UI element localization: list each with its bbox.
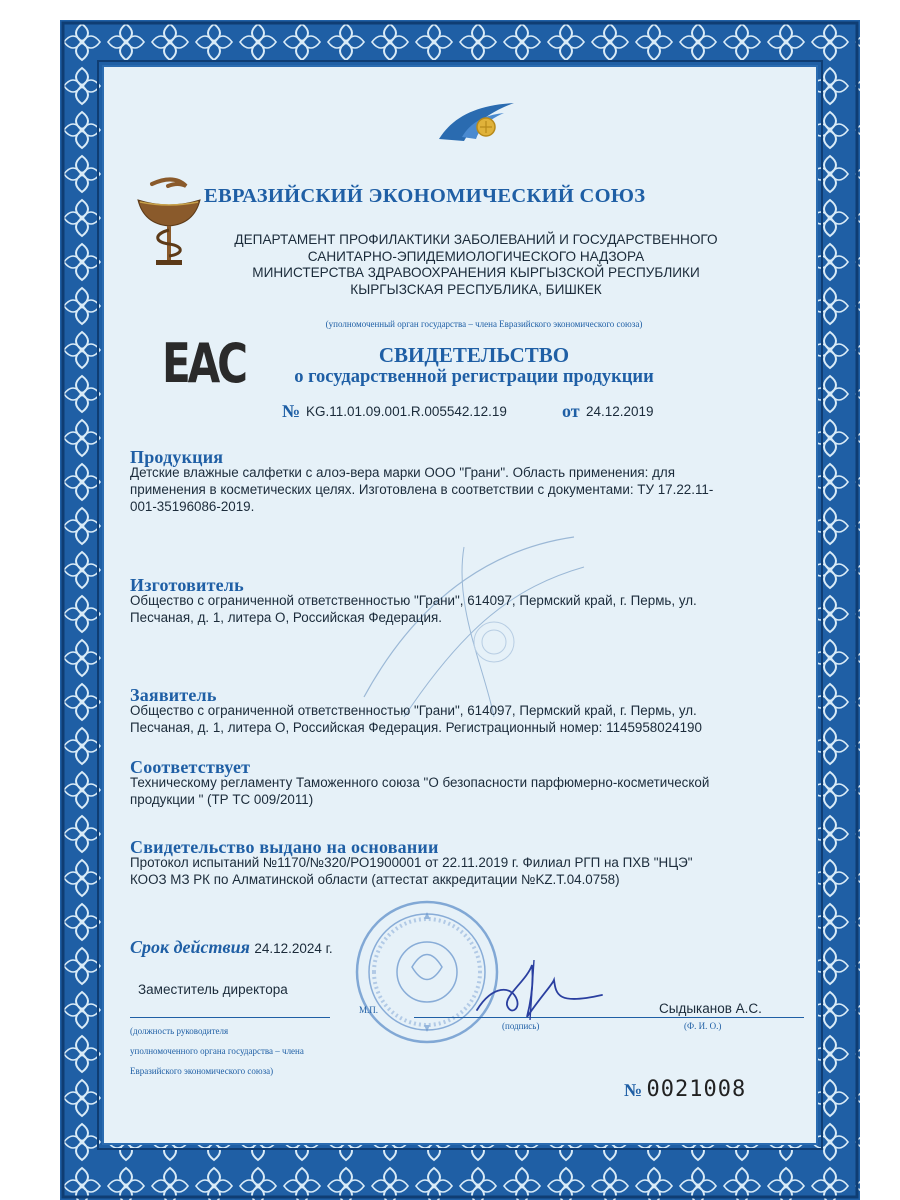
certificate-title: СВИДЕТЕЛЬСТВО bbox=[378, 343, 570, 367]
basis-text bbox=[130, 854, 800, 888]
department-line: ДЕПАРТАМЕНТ ПРОФИЛАКТИКИ ЗАБОЛЕВАНИЙ И ГОСУДАРСТВЕННОГО bbox=[234, 232, 718, 247]
applicant-section bbox=[130, 685, 800, 736]
certificate-number: KG.11.01.09.001.R.005542.12.19 bbox=[306, 404, 507, 419]
blank-number-label: № bbox=[624, 1080, 643, 1100]
manufacturer-text bbox=[130, 592, 800, 626]
name-caption: (Ф. И. О.) bbox=[684, 1021, 722, 1031]
position-line bbox=[130, 1017, 330, 1018]
validity-value: 24.12.2024 г. bbox=[254, 941, 333, 956]
signer-name: Сыдыканов А.С. bbox=[659, 1001, 762, 1016]
handwritten-signature-icon bbox=[472, 955, 612, 1025]
conforms-line: продукции " (ТР ТС 009/2011) bbox=[130, 792, 314, 807]
applicant-text bbox=[130, 702, 800, 736]
product-text bbox=[130, 464, 800, 515]
conforms-text bbox=[130, 774, 800, 808]
eaeu-emblem-icon bbox=[434, 97, 524, 147]
name-line bbox=[614, 1017, 804, 1018]
stamp-place-label: М.П. bbox=[359, 1005, 379, 1015]
conforms-section bbox=[130, 757, 800, 808]
basis-section bbox=[130, 837, 800, 888]
conforms-line: Техническому регламенту Таможенного союза "О безопасности парфюмерно-косметической bbox=[130, 775, 710, 790]
validity-label: Срок действия bbox=[130, 937, 250, 957]
blank-number: 0021008 bbox=[646, 1077, 747, 1102]
product-section bbox=[130, 447, 800, 515]
certificate-number-row bbox=[282, 401, 802, 423]
product-title: Продукция bbox=[130, 447, 224, 467]
applicant-line: Общество с ограниченной ответственностью "Грани", 614097, Пермский край, г. Пермь, ул. bbox=[130, 703, 697, 718]
signer-position: Заместитель директора bbox=[138, 982, 288, 997]
department-block bbox=[196, 232, 756, 298]
signature-caption: (подпись) bbox=[502, 1021, 540, 1031]
blank-number-row bbox=[624, 1077, 746, 1102]
authority-note: (уполномоченный орган государства – члена Евразийского экономического союза) bbox=[325, 319, 643, 329]
department-line: КЫРГЫЗСКАЯ РЕСПУБЛИКА, БИШКЕК bbox=[350, 281, 602, 297]
union-name: ЕВРАЗИЙСКИЙ ЭКОНОМИЧЕСКИЙ СОЮЗ bbox=[204, 185, 646, 207]
basis-title: Свидетельство выдано на основании bbox=[130, 837, 439, 857]
product-line: применения в косметических целях. Изготовлена в соответствии с документами: ТУ 17.22.11- bbox=[130, 482, 714, 497]
certificate-sheet bbox=[60, 20, 860, 1200]
number-label: № bbox=[282, 401, 301, 421]
position-caption-line: уполномоченного органа государства – члена bbox=[130, 1046, 304, 1056]
certificate-subtitle: о государственной регистрации продукции bbox=[294, 367, 654, 387]
applicant-title: Заявитель bbox=[130, 685, 217, 705]
conforms-title: Соответствует bbox=[130, 757, 251, 777]
certificate-body bbox=[102, 65, 818, 1145]
manufacturer-title: Изготовитель bbox=[130, 575, 244, 595]
medical-bowl-snake-icon bbox=[134, 172, 204, 267]
manufacturer-line: Общество с ограниченной ответственностью "Грани", 614097, Пермский край, г. Пермь, ул. bbox=[130, 593, 697, 608]
product-line: Детские влажные салфетки с алоэ-вера марки ООО "Грани". Область применения: для bbox=[130, 465, 675, 480]
basis-line: КООЗ МЗ РК по Алматинской области (аттестат аккредитации №KZ.T.04.0758) bbox=[130, 872, 620, 887]
position-caption-line: Евразийского экономического союза) bbox=[130, 1066, 274, 1076]
validity-row bbox=[130, 937, 333, 958]
position-caption-line: (должность руководителя bbox=[130, 1026, 229, 1036]
product-line: 001-35196086-2019. bbox=[130, 499, 255, 514]
manufacturer-section bbox=[130, 575, 800, 626]
manufacturer-line: Песчаная, д. 1, литера О, Российская Федерация. bbox=[130, 610, 442, 625]
department-line: САНИТАРНО-ЭПИДЕМИОЛОГИЧЕСКОГО НАДЗОРА bbox=[307, 248, 645, 264]
position-caption bbox=[130, 1021, 304, 1081]
certificate-date: 24.12.2019 bbox=[586, 404, 654, 419]
basis-line: Протокол испытаний №1170/№320/РО1900001 от 22.11.2019 г. Филиал РГП на ПХВ "НЦЭ" bbox=[130, 855, 693, 870]
department-line: МИНИСТЕРСТВА ЗДРАВООХРАНЕНИЯ КЫРГЫЗСКОЙ РЕСПУБЛИКИ bbox=[252, 265, 700, 280]
eac-mark: EAC bbox=[162, 332, 245, 395]
applicant-line: Песчаная, д. 1, литера О, Российская Федерация. Регистрационный номер: 1145958024190 bbox=[130, 720, 702, 735]
date-label: от bbox=[562, 401, 580, 421]
